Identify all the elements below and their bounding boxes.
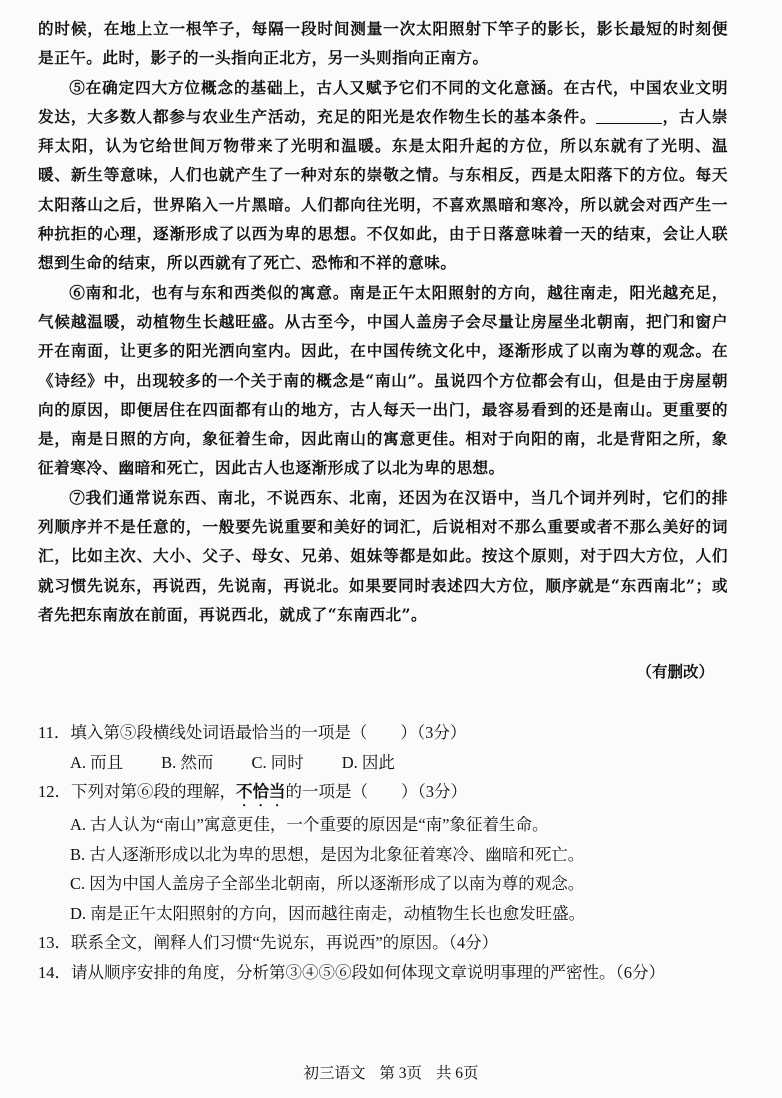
question-12 <box>38 777 738 810</box>
paragraph-5-part-a: ⑤在确定四大方位概念的基础上，古人又赋予它们不同的文化意涵。在古代，中国农业文明发达，大多数人都参与农业生产活动，充足的阳光是农作物生长的基本条件。 <box>38 77 728 126</box>
question-11-options <box>38 748 738 778</box>
question-12-stem: 12．下列对第⑥段的理解， <box>38 782 236 801</box>
question-11: 11．填入第⑤段横线处词语最恰当的一项是（ ）（3分） <box>38 723 467 742</box>
question-12-option-c: C. 因为中国人盖房子全部坐北朝南，所以逐渐形成了以南为尊的观念。 <box>70 874 585 893</box>
paragraph-5 <box>38 73 728 278</box>
page-footer <box>0 1061 782 1083</box>
question-12-option-a: A. 古人认为“南山”寓意更佳，一个重要的原因是“南”象征着生命。 <box>70 815 549 834</box>
passage-line: 的时候，在地上立一根竿子，每隔一段时间测量一次太阳照射下竿子的影长，影长最短的时 <box>38 19 696 38</box>
reading-passage <box>38 14 728 629</box>
question-13: 13．联系全文，阐释人们习惯“先说东，再说西”的原因。（4分） <box>38 933 499 952</box>
question-14: 14．请从顺序安排的角度，分析第③④⑤⑥段如何体现文章说明事理的严密性。（6分） <box>38 962 665 982</box>
footer-subject: 初三语文 <box>303 1065 366 1082</box>
option-c: C. 同时 <box>251 752 304 772</box>
question-12-stem-end: 的一项是（ ）（3分） <box>285 782 467 801</box>
paragraph-4-tail <box>38 14 728 73</box>
footer-total-pages: 共 6页 <box>435 1065 479 1082</box>
paragraph-5-part-b: ，古人崇拜太阳，认为它给世间万物带来了光明和温暖。东是太阳升起的方位，所以东就有了光明、温暖、新生等意味，人们也就产生了一种对东的崇敬之情。与东相反，西是太阳落下的方位。每天太阳落山之后，世界陷入一片黑暗。人们都向往光明，不喜欢黑暗和寒冷，所以就会对西产生一种抗拒的心理，逐渐形成了以西为卑的思想。不仅如此，由于日落意味着一天的结束，会让人联想到生命的结束，所以西就有了死亡、恐怖和不祥的意味。 <box>38 106 728 273</box>
footer-page-number: 第 3页 <box>379 1065 422 1082</box>
option-a: A. 而且 <box>70 752 124 772</box>
passage-line: 刻便是正午。此时，影子的一头指向正北方，另一头则指向正南方。 <box>38 19 728 68</box>
option-d: D. 因此 <box>341 752 395 772</box>
paragraph-6: ⑥南和北，也有与东和西类似的寓意。南是正午太阳照射的方向，越往南走，阳光越充足，气候越温暖，动植物生长越旺盛。从古至今，中国人盖房子会尽量让房屋坐北朝南，把门和窗户开在南面，让更多的阳光洒向室内。因此，在中国传统文化中，逐渐形成了以南为尊的观念。在《诗经》中，出现较多的一个关于南的概念是“南山”。虽说四个方位都会有山，但是由于房屋朝向的原因，即便居住在四面都有山的地方，古人每天一出门，最容易看到的还是南山。更重要的是，南是日照的方向，象征着生命，因此南山的寓意更佳。相对于向阳的南，北是背阳之所，象征着寒冷、幽暗和死亡，因此古人也逐渐形成了以北为卑的思想。 <box>38 282 728 478</box>
question-12-option-d: D. 南是正午太阳照射的方向，因而越往南走，动植物生长也愈发旺盛。 <box>70 903 586 923</box>
option-b: B. 然而 <box>161 752 214 772</box>
emphasis-not-appropriate: 不恰当 <box>236 782 286 801</box>
paragraph-7: ⑦我们通常说东西、南北，不说西东、北南，还因为在汉语中，当几个词并列时，它们的排列顺序并不是任意的，一般要先说重要和美好的词汇，后说相对不那么重要或者不那么美好的词汇，比如主次、大小、父子、母女、兄弟、姐妹等都是如此。按这个原则，对于四大方位，人们就习惯先说东，再说西，先说南，再说北。如果要同时表述四大方位，顺序就是“东西南北”；或者先把东南放在前面，再说西北，就成了“东南西北”。 <box>38 487 728 624</box>
source-note: （有删改） <box>636 662 714 681</box>
question-12-option-b: B. 古人逐渐形成以北为卑的思想，是因为北象征着寒冷、幽暗和死亡。 <box>70 844 585 864</box>
questions-section <box>38 718 738 987</box>
fill-in-blank <box>596 107 662 124</box>
